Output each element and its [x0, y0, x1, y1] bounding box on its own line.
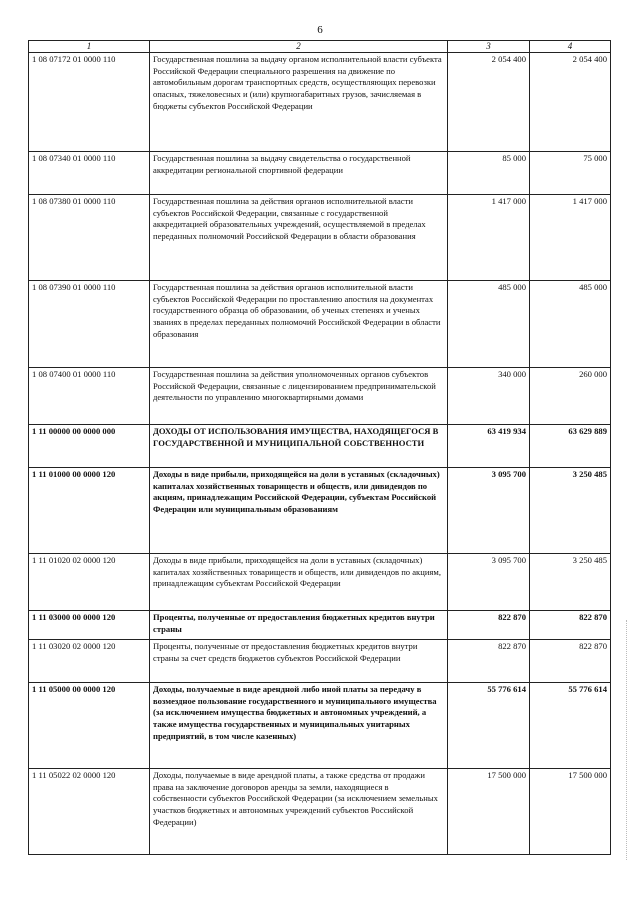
- row-name: Проценты, полученные от предоставления бюджетных кредитов внутри страны: [150, 611, 448, 640]
- row-value-2: 822 870: [530, 611, 611, 640]
- row-value-2: 75 000: [530, 152, 611, 195]
- table-row: [29, 195, 611, 281]
- row-name: ДОХОДЫ ОТ ИСПОЛЬЗОВАНИЯ ИМУЩЕСТВА, НАХОДЯЩЕГОСЯ В ГОСУДАРСТВЕННОЙ И МУНИЦИПАЛЬНОЙ СОБСТВЕННОСТИ: [150, 425, 448, 468]
- row-value-1: 63 419 934: [448, 425, 530, 468]
- row-name: Государственная пошлина за выдачу свидетельства о государственной аккредитации региональной спортивной федерации: [150, 152, 448, 195]
- row-value-1: 340 000: [448, 368, 530, 425]
- row-value-1: 3 095 700: [448, 468, 530, 554]
- table-row: [29, 152, 611, 195]
- row-value-2: 55 776 614: [530, 683, 611, 769]
- row-name: Доходы в виде прибыли, приходящейся на доли в уставных (складочных) капиталах хозяйственных товариществ и обществ, или дивидендов по акциям, принадлежащим субъектам Российской Федерации: [150, 554, 448, 611]
- column-header-value-1: 3: [448, 41, 530, 53]
- row-value-1: 3 095 700: [448, 554, 530, 611]
- row-value-1: 822 870: [448, 640, 530, 683]
- row-value-1: 485 000: [448, 281, 530, 368]
- column-header-name: 2: [150, 41, 448, 53]
- column-header-code: 1: [29, 41, 150, 53]
- table-row: [29, 683, 611, 769]
- row-value-1: 17 500 000: [448, 769, 530, 855]
- row-name: Государственная пошлина за действия органов исполнительной власти субъектов Российской Федерации по проставлению апостиля на документах государственного образца об образовании, об ученых степенях и ученых званиях в пределах переданных полномочий Российской Федерации в области образования: [150, 281, 448, 368]
- row-name: Государственная пошлина за действия уполномоченных органов субъектов Российской Федерации, связанные с лицензированием предпринимательской деятельности по управлению многоквартирными домами: [150, 368, 448, 425]
- table-row: [29, 53, 611, 152]
- row-value-2: 3 250 485: [530, 554, 611, 611]
- row-value-1: 85 000: [448, 152, 530, 195]
- row-code: 1 08 07390 01 0000 110: [29, 281, 150, 368]
- table-header-row: [29, 41, 611, 53]
- row-name: Доходы, получаемые в виде арендной платы, а также средства от продажи права на заключение договоров аренды за земли, находящиеся в собственности субъектов Российской Федерации (за исключением земельных участков бюджетных и автономных учреждений субъектов Российской Федерации): [150, 769, 448, 855]
- table-row: [29, 769, 611, 855]
- budget-revenue-table: [28, 40, 611, 855]
- row-value-1: 822 870: [448, 611, 530, 640]
- row-value-2: 2 054 400: [530, 53, 611, 152]
- row-name: Государственная пошлина за выдачу органом исполнительной власти субъекта Российской Федерации специального разрешения на движение по автомобильным дорогам транспортных средств, осуществляющих перевозки опасных, тяжеловесных и (или) крупногабаритных грузов, зачисляемая в бюджеты субъектов Российской Федерации: [150, 53, 448, 152]
- row-name: Доходы в виде прибыли, приходящейся на доли в уставных (складочных) капиталах хозяйственных товариществ и обществ, или дивидендов по акциям, принадлежащим Российской Федерации, субъектам Российской Федерации или муниципальным образованиям: [150, 468, 448, 554]
- row-code: 1 11 01020 02 0000 120: [29, 554, 150, 611]
- table-row: [29, 425, 611, 468]
- table-row: [29, 554, 611, 611]
- table-row: [29, 640, 611, 683]
- row-code: 1 11 01000 00 0000 120: [29, 468, 150, 554]
- row-name: Доходы, получаемые в виде арендной либо иной платы за передачу в возмездное пользование государственного и муниципального имущества (за исключением имущества бюджетных и автономных учреждений, а также имущества государственных и муниципальных унитарных предприятий, в том числе казенных): [150, 683, 448, 769]
- page-number: 6: [317, 24, 323, 36]
- row-name: Проценты, полученные от предоставления бюджетных кредитов внутри страны за счет средств бюджетов субъектов Российской Федерации: [150, 640, 448, 683]
- table-row: [29, 468, 611, 554]
- row-code: 1 08 07400 01 0000 110: [29, 368, 150, 425]
- scan-edge-mark: [626, 620, 629, 860]
- row-code: 1 11 00000 00 0000 000: [29, 425, 150, 468]
- row-code: 1 08 07172 01 0000 110: [29, 53, 150, 152]
- row-code: 1 11 03000 00 0000 120: [29, 611, 150, 640]
- row-code: 1 11 05022 02 0000 120: [29, 769, 150, 855]
- row-value-1: 2 054 400: [448, 53, 530, 152]
- row-value-2: 63 629 889: [530, 425, 611, 468]
- table-row: [29, 368, 611, 425]
- row-code: 1 08 07380 01 0000 110: [29, 195, 150, 281]
- row-name: Государственная пошлина за действия органов исполнительной власти субъектов Российской Федерации, связанные с государственной аккредитацией образовательных учреждений, осуществляемой в пределах переданных полномочий Российской Федерации в области образования: [150, 195, 448, 281]
- row-value-2: 485 000: [530, 281, 611, 368]
- table-row: [29, 611, 611, 640]
- row-value-2: 1 417 000: [530, 195, 611, 281]
- row-code: 1 11 05000 00 0000 120: [29, 683, 150, 769]
- row-value-2: 3 250 485: [530, 468, 611, 554]
- row-value-1: 1 417 000: [448, 195, 530, 281]
- row-code: 1 11 03020 02 0000 120: [29, 640, 150, 683]
- row-value-2: 260 000: [530, 368, 611, 425]
- row-value-2: 822 870: [530, 640, 611, 683]
- table-row: [29, 281, 611, 368]
- row-value-1: 55 776 614: [448, 683, 530, 769]
- row-code: 1 08 07340 01 0000 110: [29, 152, 150, 195]
- column-header-value-2: 4: [530, 41, 611, 53]
- row-value-2: 17 500 000: [530, 769, 611, 855]
